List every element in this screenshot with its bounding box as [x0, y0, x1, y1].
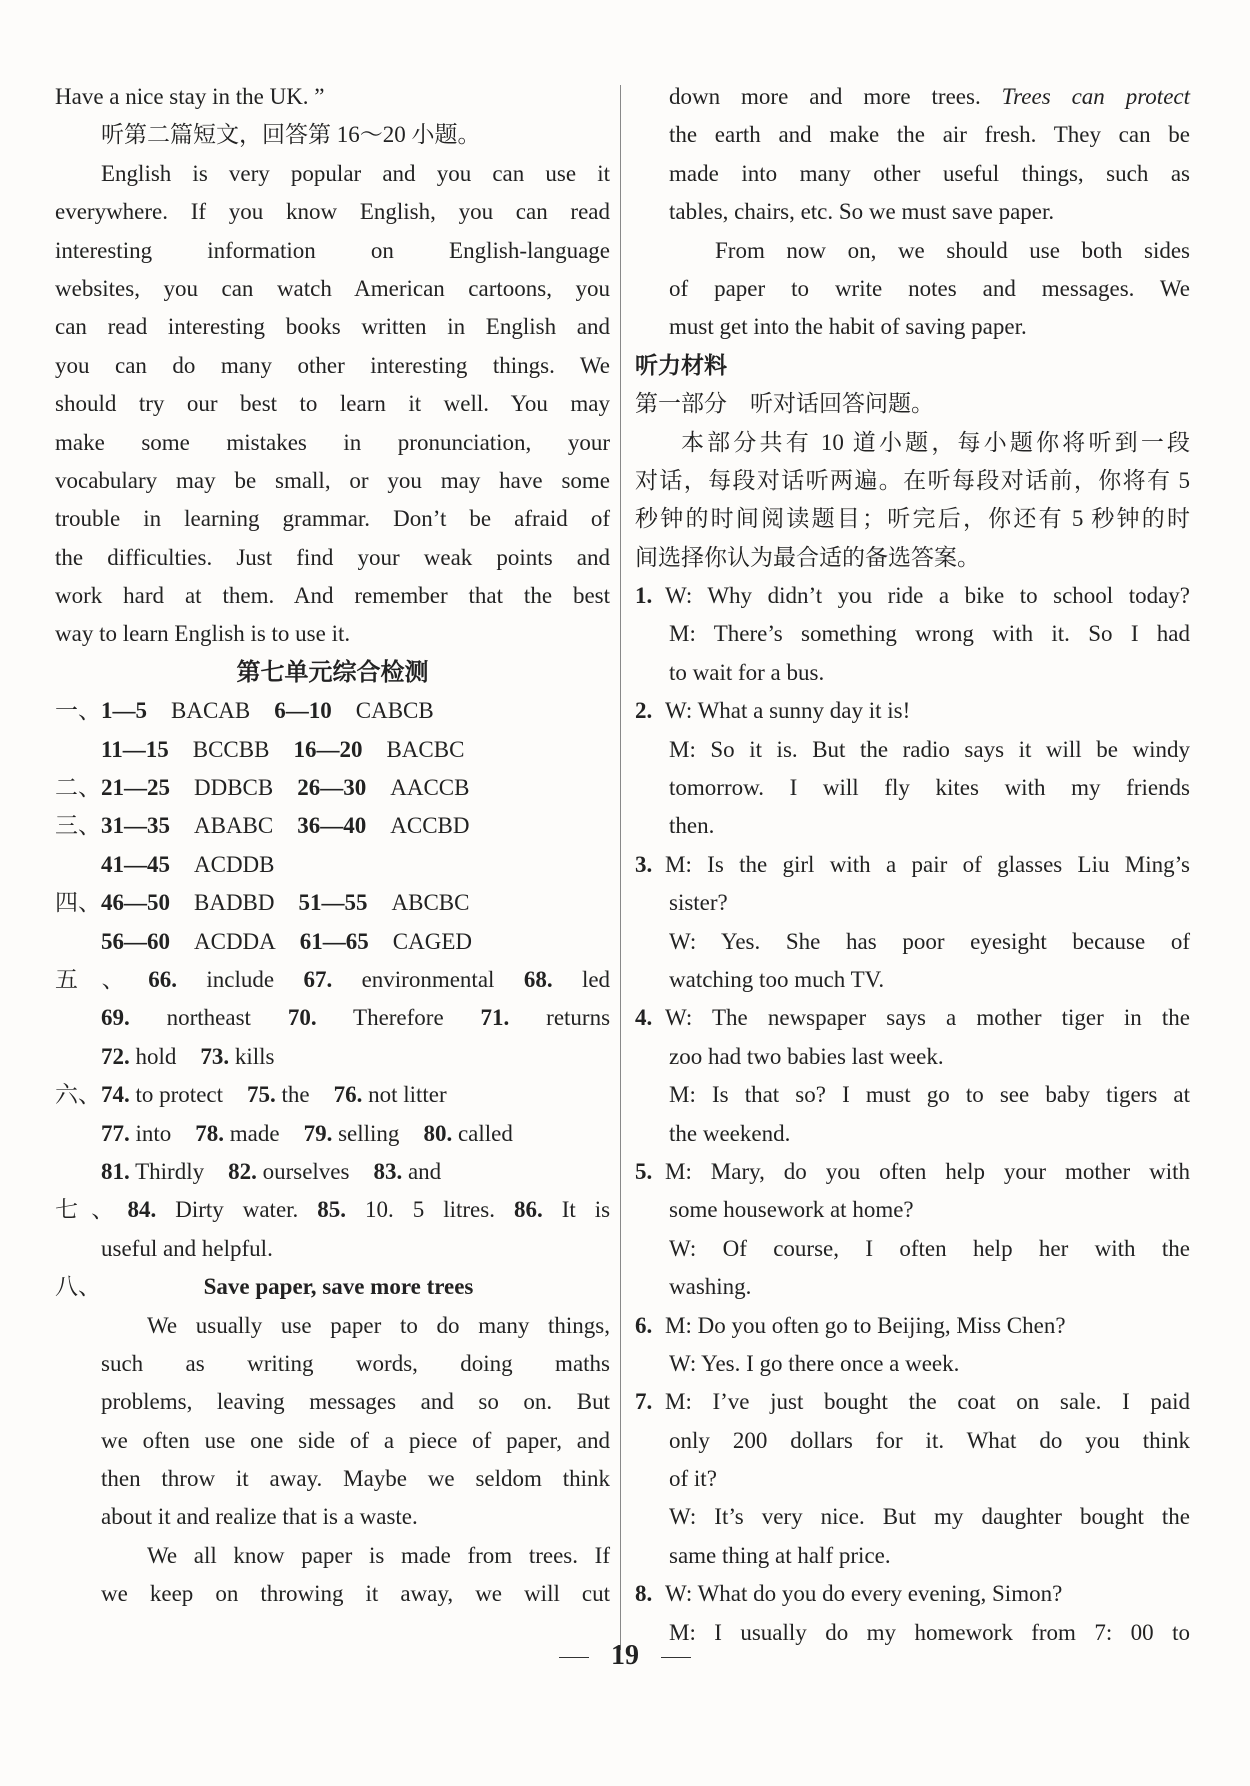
dialogue-line: to wait for a bus.: [669, 659, 825, 685]
question-number: 6.: [635, 1312, 653, 1338]
essay-line: [635, 78, 1190, 116]
item-number: 73.: [200, 1043, 230, 1069]
part-heading: 第一部分 听对话回答问题。: [635, 391, 934, 417]
range-label: 36—40: [297, 813, 367, 839]
answer-value: DDBCB: [194, 775, 274, 801]
dialogue-line: W: It’s very nice. But my daughter bought the: [669, 1504, 1190, 1530]
answer-value: not litter: [368, 1082, 447, 1108]
answer-value: BACAB: [171, 698, 251, 724]
passage-line: trouble in learning grammar. Don’t be afraid of: [55, 506, 610, 532]
answer-value: It is: [561, 1197, 611, 1223]
dialogue-line: [635, 1383, 1190, 1421]
item-number: 82.: [228, 1158, 257, 1184]
instruction-line: 间选择你认为最合适的备选答案。: [635, 544, 980, 570]
essay-line: such as writing words, doing maths: [101, 1350, 610, 1376]
page-number-dash: [661, 1657, 691, 1658]
passage-line: make some mistakes in pronunciation, your: [55, 429, 610, 455]
passage-line: should try our best to learn it well. You may: [55, 391, 610, 417]
dialogue-line: [635, 577, 1190, 615]
dialogue-line: M: I usually do my homework from 7: 00 to: [669, 1619, 1190, 1645]
dialogue-line: [635, 846, 1190, 884]
answer-value: useful and helpful.: [101, 1235, 273, 1261]
column-divider: [620, 85, 621, 1650]
answer-row: [55, 1115, 610, 1153]
item-number: 78.: [195, 1120, 225, 1146]
dialogue-line: [635, 1575, 1190, 1613]
essay-line: tables, chairs, etc. So we must save paper.: [669, 199, 1055, 225]
answer-value: ABCBC: [391, 890, 470, 916]
dialogue-line: M: Is that so? I must go to see baby tigers at: [669, 1082, 1190, 1108]
text-line: Have a nice stay in the UK. ”: [55, 84, 325, 109]
dialogue-line: zoo had two babies last week.: [669, 1043, 944, 1069]
range-label: 6—10: [274, 698, 332, 724]
answer-value: returns: [546, 1005, 611, 1031]
answer-value: called: [457, 1120, 513, 1146]
essay-line: we often use one side of a piece of paper, and: [101, 1427, 610, 1453]
answer-value: Thirdly: [135, 1158, 205, 1184]
item-number: 80.: [423, 1120, 453, 1146]
essay-line: We usually use paper to do many things,: [147, 1312, 610, 1338]
range-label: 61—65: [299, 928, 369, 954]
range-label: 1—5: [101, 698, 147, 724]
question-number: 5.: [635, 1158, 653, 1184]
item-number: 71.: [480, 1005, 510, 1031]
dialogue-line: M: There’s something wrong with it. So I had: [669, 621, 1190, 647]
answer-value: ACCBD: [390, 813, 470, 839]
range-label: 16—20: [293, 736, 363, 762]
answer-row: [55, 961, 610, 999]
answer-value: ACDDA: [194, 928, 276, 954]
answer-value: ACDDB: [194, 851, 275, 877]
dialogue-line: sister?: [669, 890, 728, 916]
passage-line: websites, you can watch American cartoons, you: [55, 275, 610, 301]
item-number: 75.: [247, 1082, 276, 1108]
question-number: 7.: [635, 1389, 653, 1415]
answer-value: CAGED: [392, 928, 473, 954]
instruction-line: 秒钟的时间阅读题目；听完后，你还有 5 秒钟的时: [635, 506, 1190, 532]
answer-row: [55, 884, 610, 922]
unit-title: 第七单元综合检测: [236, 659, 429, 686]
instruction-line: 本部分共有 10 道小题，每小题你将听到一段: [681, 429, 1190, 455]
page-number-dash: [559, 1657, 589, 1658]
item-number: 79.: [303, 1120, 333, 1146]
answer-value: northeast: [166, 1005, 251, 1031]
range-label: 26—30: [297, 775, 367, 801]
answer-value: selling: [338, 1120, 400, 1146]
dialogue-text: M: Do you often go to Beijing, Miss Chen?: [665, 1312, 1066, 1338]
item-number: 74.: [101, 1082, 130, 1108]
answer-value: kills: [234, 1043, 275, 1069]
passage-line: interesting information on English-language: [55, 237, 610, 263]
item-number: 69.: [101, 1005, 130, 1031]
answer-value: ABABC: [194, 813, 274, 839]
answer-value: 10. 5 litres.: [365, 1197, 495, 1223]
range-label: 41—45: [101, 851, 170, 877]
section-label: 八、: [55, 1274, 101, 1300]
dialogue-line: watching too much TV.: [669, 966, 885, 992]
question-number: 1.: [635, 583, 653, 609]
essay-line: must get into the habit of saving paper.: [669, 314, 1027, 340]
item-number: 76.: [333, 1082, 363, 1108]
answer-row: [55, 731, 610, 769]
essay-text: Trees can protect: [1001, 84, 1190, 109]
item-number: 77.: [101, 1120, 130, 1146]
dialogue-line: W: Yes. She has poor eyesight because of: [669, 928, 1190, 954]
passage-line: you can do many other interesting things. We: [55, 352, 610, 378]
item-number: 83.: [373, 1158, 403, 1184]
answer-row: [55, 999, 610, 1037]
dialogue-line: [635, 999, 1190, 1037]
item-number: 72.: [101, 1043, 130, 1069]
passage-line: the difficulties. Just find your weak points and: [55, 544, 610, 570]
answer-value: into: [135, 1120, 172, 1146]
essay-title-row: [55, 1268, 610, 1306]
right-column: [635, 78, 1190, 1652]
passage-line: English is very popular and you can use it: [101, 160, 610, 186]
question-number: 3.: [635, 851, 653, 877]
answer-value: and: [407, 1158, 442, 1184]
answer-row: [55, 692, 610, 730]
question-number: 8.: [635, 1581, 653, 1607]
dialogue-line: the weekend.: [669, 1120, 791, 1146]
answer-row: [55, 1038, 610, 1076]
passage-line: way to learn English is to use it.: [55, 621, 351, 647]
dialogue-line: [635, 692, 1190, 730]
dialogue-text: M: Is the girl with a pair of glasses Liu Ming’s: [665, 851, 1190, 877]
dialogue-line: [635, 1153, 1190, 1191]
essay-line: we keep on throwing it away, we will cut: [101, 1581, 610, 1607]
essay-text: down more and more trees.: [669, 84, 981, 109]
dialogue-text: M: I’ve just bought the coat on sale. I paid: [665, 1389, 1190, 1415]
answer-value: the: [281, 1082, 310, 1108]
listening-instruction: 听第二篇短文，回答第 16～20 小题。: [101, 122, 481, 148]
passage-line: vocabulary may be small, or you may have some: [55, 467, 610, 493]
essay-line: then throw it away. Maybe we seldom think: [101, 1466, 610, 1492]
item-number: 86.: [513, 1197, 543, 1223]
essay-line: We all know paper is made from trees. If: [147, 1542, 610, 1568]
range-label: 56—60: [101, 928, 170, 954]
essay-line: made into many other useful things, such as: [669, 160, 1190, 186]
item-number: 85.: [317, 1197, 347, 1223]
answer-row: [55, 769, 610, 807]
item-number: 68.: [523, 966, 553, 992]
essay-line: of paper to write notes and messages. We: [669, 275, 1190, 301]
answer-value: CABCB: [355, 698, 434, 724]
answer-value: BCCBB: [192, 736, 270, 762]
dialogue-line: [635, 1307, 1190, 1345]
essay-line: problems, leaving messages and so on. But: [101, 1389, 610, 1415]
question-number: 2.: [635, 698, 653, 724]
page-number-row: [0, 1640, 1250, 1672]
essay-line: the earth and make the air fresh. They can be: [669, 122, 1190, 148]
left-column: [55, 78, 610, 1614]
dialogue-text: W: Why didn’t you ride a bike to school today?: [665, 583, 1190, 609]
section-label: 七、: [55, 1197, 128, 1223]
answer-row: [55, 1191, 610, 1229]
dialogue-text: W: What do you do every evening, Simon?: [665, 1581, 1063, 1607]
passage-line: work hard at them. And remember that the best: [55, 583, 610, 609]
range-label: 21—25: [101, 775, 170, 801]
section-label: 四、: [55, 890, 101, 916]
answer-value: include: [206, 966, 275, 992]
question-number: 4.: [635, 1005, 653, 1031]
item-number: 81.: [101, 1158, 130, 1184]
answer-row: [55, 923, 610, 961]
item-number: 67.: [303, 966, 333, 992]
section-label: 三、: [55, 813, 101, 839]
passage-line: can read interesting books written in English and: [55, 314, 610, 340]
answer-row: [55, 807, 610, 845]
answer-value: Dirty water.: [175, 1197, 299, 1223]
essay-line: about it and realize that is a waste.: [101, 1504, 418, 1530]
answer-value: AACCB: [390, 775, 470, 801]
range-label: 46—50: [101, 890, 170, 916]
dialogue-line: of it?: [669, 1466, 717, 1492]
dialogue-text: W: The newspaper says a mother tiger in the: [665, 1005, 1190, 1031]
dialogue-line: washing.: [669, 1274, 752, 1300]
answer-row: [55, 846, 610, 884]
item-number: 66.: [148, 966, 177, 992]
range-label: 31—35: [101, 813, 170, 839]
answer-row: [55, 1153, 610, 1191]
answer-value: environmental: [361, 966, 495, 992]
listening-title: 听力材料: [635, 352, 727, 378]
instruction-line: 对话，每段对话听两遍。在听每段对话前，你将有 5: [635, 467, 1190, 493]
section-label: 五、: [55, 966, 149, 992]
answer-value: led: [581, 966, 611, 992]
dialogue-line: tomorrow. I will fly kites with my friends: [669, 775, 1190, 801]
answer-value: to protect: [135, 1082, 223, 1108]
dialogue-text: M: Mary, do you often help your mother with: [665, 1158, 1190, 1184]
dialogue-text: W: What a sunny day it is!: [665, 698, 911, 724]
dialogue-line: M: So it is. But the radio says it will be windy: [669, 736, 1190, 762]
range-label: 51—55: [298, 890, 368, 916]
page-number: 19: [611, 1640, 639, 1671]
answer-value: Therefore: [353, 1005, 444, 1031]
essay-line: From now on, we should use both sides: [715, 237, 1190, 263]
answer-value: hold: [135, 1043, 177, 1069]
answer-row: [55, 1076, 610, 1114]
essay-title: Save paper, save more trees: [203, 1274, 474, 1300]
dialogue-line: W: Yes. I go there once a week.: [669, 1350, 960, 1376]
section-label: 二、: [55, 775, 101, 801]
section-label: 六、: [55, 1082, 101, 1108]
section-label: 一、: [55, 698, 101, 724]
dialogue-line: same thing at half price.: [669, 1542, 891, 1568]
answer-value: BACBC: [386, 736, 465, 762]
answer-value: BADBD: [194, 890, 275, 916]
answer-value: ourselves: [262, 1158, 350, 1184]
item-number: 70.: [287, 1005, 317, 1031]
range-label: 11—15: [101, 736, 169, 762]
dialogue-line: some housework at home?: [669, 1197, 914, 1223]
dialogue-line: W: Of course, I often help her with the: [669, 1235, 1190, 1261]
item-number: 84.: [127, 1197, 157, 1223]
answer-value: made: [229, 1120, 280, 1146]
dialogue-line: only 200 dollars for it. What do you think: [669, 1427, 1190, 1453]
passage-line: everywhere. If you know English, you can read: [55, 199, 610, 225]
dialogue-line: then.: [669, 813, 715, 839]
